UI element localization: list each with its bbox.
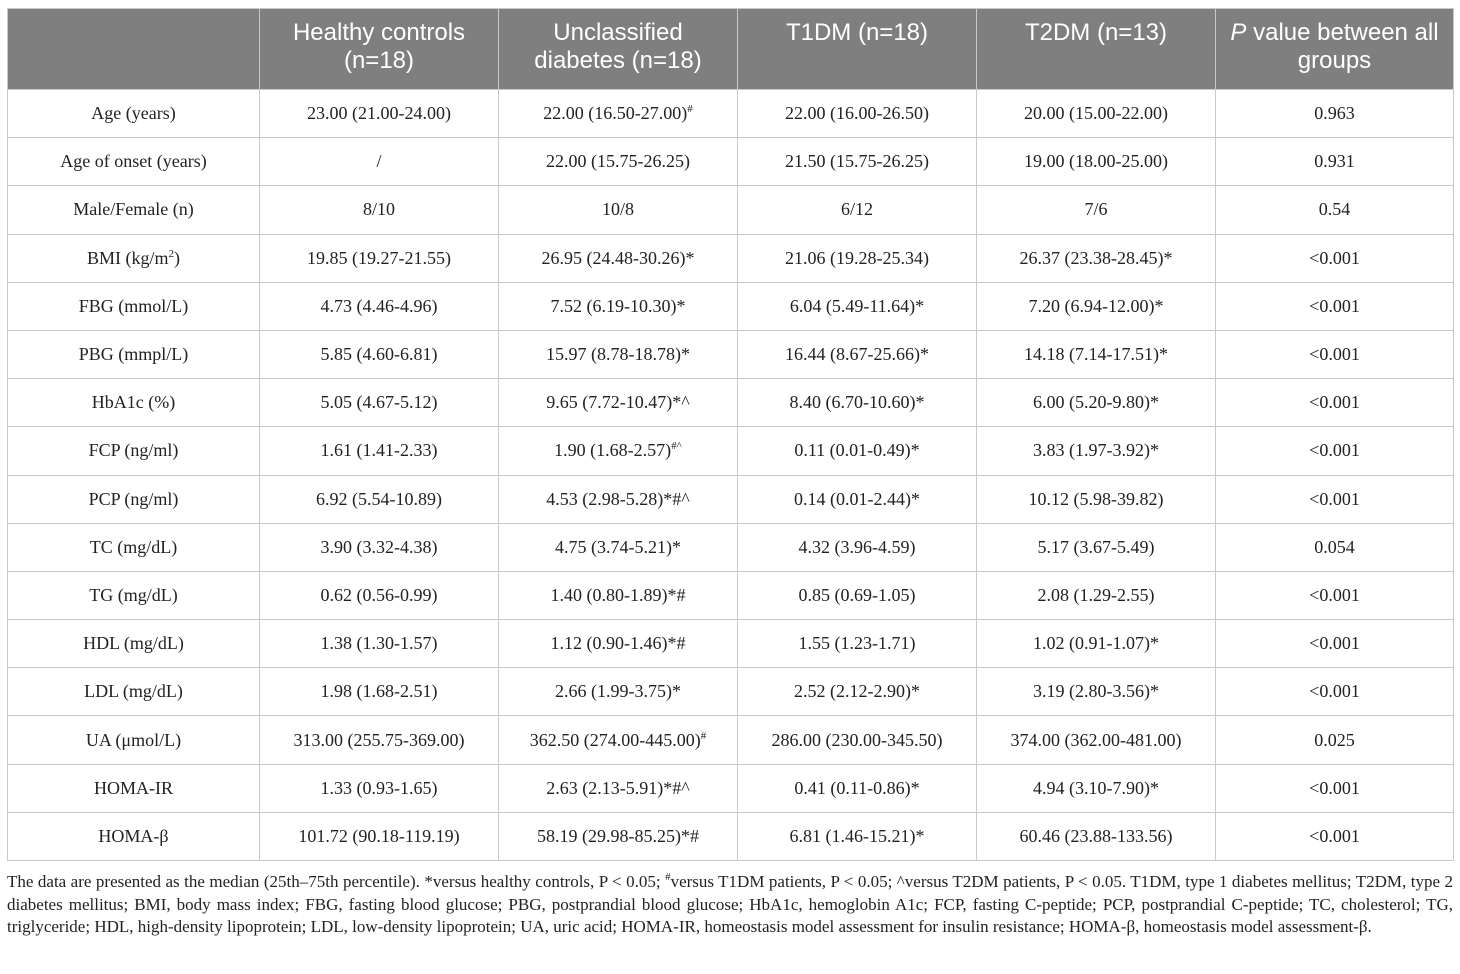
row-label [8, 620, 260, 668]
table-cell [977, 716, 1216, 764]
row-label [8, 234, 260, 282]
cell-value: 1.33 (0.93-1.65) [320, 777, 438, 798]
cell-value: <0.001 [1309, 584, 1360, 605]
footnote-sup: # [665, 871, 671, 883]
cell-value: 0.11 (0.01-0.49)* [794, 440, 920, 461]
cell-superscript: # [700, 729, 707, 742]
table-cell [738, 90, 977, 138]
cell-value: 0.41 (0.11-0.86)* [794, 777, 920, 798]
cell-value: 58.19 (29.98-85.25)*# [537, 825, 699, 846]
row-label-superscript: 2 [168, 247, 174, 260]
cell-value: 6.04 (5.49-11.64)* [789, 295, 925, 316]
table-cell [977, 764, 1216, 812]
table-cell [977, 523, 1216, 571]
row-label [8, 282, 260, 330]
cell-value: 6/12 [840, 199, 873, 220]
cell-value: 21.50 (15.75-26.25) [785, 151, 929, 172]
header-italic-text: P [1230, 19, 1247, 46]
table-cell [1216, 716, 1454, 764]
cell-value: 19.85 (19.27-21.55) [307, 247, 451, 268]
cell-value: 0.54 [1318, 199, 1351, 220]
cell-value: <0.001 [1309, 633, 1360, 654]
table-row [8, 812, 1454, 860]
row-label-text: TC (mg/dL) [89, 536, 178, 557]
cell-value: 0.931 [1314, 151, 1355, 172]
cell-superscript: # [687, 103, 693, 116]
table-cell [499, 571, 738, 619]
row-label [8, 138, 260, 186]
cell-value: 7.52 (6.19-10.30)* [550, 295, 686, 316]
table-cell [977, 427, 1216, 475]
row-label-text: FCP (ng/ml) [88, 440, 179, 461]
cell-value: 0.054 [1314, 536, 1355, 557]
table-cell [977, 138, 1216, 186]
table-cell [738, 475, 977, 523]
cell-superscript: #^ [671, 440, 682, 453]
cell-value: <0.001 [1309, 344, 1360, 365]
table-cell [977, 379, 1216, 427]
table-cell [738, 571, 977, 619]
table-footnote [7, 871, 1453, 939]
table-row [8, 427, 1454, 475]
header-text: Unclassified diabetes (n=18) [534, 19, 702, 74]
table-cell [499, 379, 738, 427]
table-cell [499, 716, 738, 764]
cell-value: <0.001 [1309, 247, 1360, 268]
cell-value: 19.00 (18.00-25.00) [1024, 151, 1168, 172]
table-cell [977, 282, 1216, 330]
row-label-suffix: ) [174, 247, 180, 268]
table-cell [260, 90, 499, 138]
cell-value: 1.38 (1.30-1.57) [320, 633, 438, 654]
cell-value: 20.00 (15.00-22.00) [1024, 103, 1168, 124]
row-label [8, 379, 260, 427]
header-text: T1DM (n=18) [785, 19, 929, 46]
row-label [8, 90, 260, 138]
cell-value: 362.50 (274.00-445.00) [529, 729, 701, 750]
row-label-text: FBG (mmol/L) [78, 295, 189, 316]
row-label-text: LDL (mg/dL) [84, 681, 183, 702]
table-cell [1216, 234, 1454, 282]
table-cell [738, 620, 977, 668]
table-cell [260, 234, 499, 282]
data-table [7, 8, 1454, 861]
row-label-text: Male/Female (n) [73, 199, 194, 220]
table-cell [1216, 379, 1454, 427]
table-cell [499, 620, 738, 668]
cell-value: 4.73 (4.46-4.96) [320, 295, 438, 316]
table-cell [499, 764, 738, 812]
table-cell [1216, 186, 1454, 234]
cell-value: 21.06 (19.28-25.34) [785, 247, 929, 268]
cell-value: <0.001 [1309, 825, 1360, 846]
cell-value: 0.62 (0.56-0.99) [320, 584, 438, 605]
table-cell [1216, 427, 1454, 475]
row-label-text: PCP (ng/ml) [88, 488, 179, 509]
table-cell [499, 138, 738, 186]
cell-value: 1.40 (0.80-1.89)*# [550, 584, 686, 605]
row-label-text: HbA1c (%) [91, 392, 176, 413]
cell-value: 2.08 (1.29-2.55) [1037, 584, 1155, 605]
cell-value: 3.83 (1.97-3.92)* [1033, 440, 1159, 461]
cell-value: 4.75 (3.74-5.21)* [555, 536, 681, 557]
footnote-part1: The data are presented as the median (25th–75th percentile). *versus healthy controls, P < 0.05; [7, 872, 666, 891]
row-label-text: UA (μmol/L) [85, 729, 182, 750]
table-cell [1216, 138, 1454, 186]
cell-value: 23.00 (21.00-24.00) [307, 103, 451, 124]
cell-value: 1.90 (1.68-2.57) [554, 440, 672, 461]
column-header-5 [1216, 9, 1454, 90]
table-cell [260, 379, 499, 427]
table-cell [738, 379, 977, 427]
row-label [8, 427, 260, 475]
table-cell [738, 427, 977, 475]
table-cell [1216, 475, 1454, 523]
table-row [8, 138, 1454, 186]
cell-value: <0.001 [1309, 777, 1360, 798]
cell-value: / [376, 151, 382, 172]
cell-value: 4.94 (3.10-7.90)* [1033, 777, 1159, 798]
table-cell [977, 186, 1216, 234]
table-cell [1216, 620, 1454, 668]
table-cell [499, 668, 738, 716]
cell-value: 15.97 (8.78-18.78)* [546, 344, 690, 365]
cell-value: <0.001 [1309, 488, 1360, 509]
cell-value: 1.98 (1.68-2.51) [320, 681, 438, 702]
cell-value: 1.61 (1.41-2.33) [320, 440, 438, 461]
cell-value: 2.66 (1.99-3.75)* [555, 681, 681, 702]
table-cell [977, 90, 1216, 138]
cell-value: 1.02 (0.91-1.07)* [1033, 633, 1159, 654]
cell-value: 374.00 (362.00-481.00) [1010, 729, 1182, 750]
table-row [8, 571, 1454, 619]
table-cell [738, 812, 977, 860]
table-row [8, 620, 1454, 668]
column-header-1 [260, 9, 499, 90]
table-cell [499, 234, 738, 282]
table-cell [977, 234, 1216, 282]
table-cell [738, 668, 977, 716]
row-label-text: BMI (kg/m [86, 247, 169, 268]
table-cell [260, 282, 499, 330]
table-row [8, 523, 1454, 571]
column-header-0 [8, 9, 260, 90]
table-row [8, 234, 1454, 282]
table-cell [738, 234, 977, 282]
table-cell [738, 330, 977, 378]
table-cell [977, 620, 1216, 668]
table-cell [1216, 571, 1454, 619]
table-cell [260, 812, 499, 860]
table-cell [1216, 668, 1454, 716]
cell-value: 16.44 (8.67-25.66)* [785, 344, 929, 365]
table-row [8, 379, 1454, 427]
table-cell [260, 764, 499, 812]
header-text: value between all groups [1246, 19, 1439, 74]
cell-value: <0.001 [1309, 440, 1360, 461]
table-cell [260, 138, 499, 186]
table-cell [499, 427, 738, 475]
cell-value: 0.963 [1314, 103, 1355, 124]
header-text: T2DM (n=13) [1024, 19, 1168, 46]
cell-value: 9.65 (7.72-10.47)*^ [546, 392, 690, 413]
cell-value: 0.14 (0.01-2.44)* [794, 488, 920, 509]
table-row [8, 186, 1454, 234]
table-cell [738, 716, 977, 764]
table-cell [260, 427, 499, 475]
cell-value: 26.37 (23.38-28.45)* [1019, 247, 1173, 268]
table-cell [977, 475, 1216, 523]
row-label [8, 812, 260, 860]
cell-value: 6.81 (1.46-15.21)* [789, 825, 925, 846]
table-cell [499, 282, 738, 330]
cell-value: 313.00 (255.75-369.00) [293, 729, 465, 750]
table-cell [977, 812, 1216, 860]
table-container [7, 8, 1453, 861]
cell-value: 8/10 [362, 199, 395, 220]
header-row [8, 9, 1454, 90]
table-row [8, 764, 1454, 812]
table-cell [260, 668, 499, 716]
cell-value: 0.025 [1314, 729, 1355, 750]
row-label [8, 186, 260, 234]
table-cell [260, 571, 499, 619]
table-cell [977, 330, 1216, 378]
table-cell [1216, 523, 1454, 571]
cell-value: 22.00 (15.75-26.25) [546, 151, 690, 172]
cell-value: 7.20 (6.94-12.00)* [1028, 295, 1164, 316]
table-cell [1216, 764, 1454, 812]
row-label [8, 764, 260, 812]
table-cell [738, 764, 977, 812]
cell-value: 22.00 (16.00-26.50) [785, 103, 929, 124]
table-cell [1216, 812, 1454, 860]
table-row [8, 716, 1454, 764]
table-cell [499, 475, 738, 523]
header-text: Healthy controls (n=18) [292, 19, 466, 74]
cell-value: 0.85 (0.69-1.05) [798, 584, 916, 605]
table-cell [738, 282, 977, 330]
cell-value: 6.00 (5.20-9.80)* [1033, 392, 1159, 413]
cell-value: 5.05 (4.67-5.12) [320, 392, 438, 413]
table-cell [260, 330, 499, 378]
table-body [8, 90, 1454, 861]
cell-value: 14.18 (7.14-17.51)* [1024, 344, 1168, 365]
cell-value: 7/6 [1084, 199, 1108, 220]
table-cell [1216, 330, 1454, 378]
cell-value: <0.001 [1309, 392, 1360, 413]
column-header-4 [977, 9, 1216, 90]
table-row [8, 330, 1454, 378]
table-row [8, 475, 1454, 523]
cell-value: 3.90 (3.32-4.38) [320, 536, 438, 557]
column-header-3 [738, 9, 977, 90]
row-label [8, 330, 260, 378]
table-cell [499, 523, 738, 571]
table-cell [499, 812, 738, 860]
table-cell [499, 186, 738, 234]
table-cell [260, 716, 499, 764]
table-row [8, 282, 1454, 330]
table-cell [499, 330, 738, 378]
table-cell [977, 668, 1216, 716]
row-label-text: Age of onset (years) [60, 151, 207, 172]
cell-value: 1.12 (0.90-1.46)*# [550, 633, 686, 654]
cell-value: 2.52 (2.12-2.90)* [794, 681, 920, 702]
row-label [8, 523, 260, 571]
table-row [8, 668, 1454, 716]
cell-value: 8.40 (6.70-10.60)* [789, 392, 925, 413]
cell-value: 26.95 (24.48-30.26)* [541, 247, 695, 268]
row-label [8, 716, 260, 764]
cell-value: <0.001 [1309, 295, 1360, 316]
table-cell [260, 475, 499, 523]
cell-value: 10.12 (5.98-39.82) [1028, 488, 1164, 509]
cell-value: 2.63 (2.13-5.91)*#^ [546, 777, 690, 798]
row-label [8, 475, 260, 523]
cell-value: 1.55 (1.23-1.71) [798, 633, 916, 654]
table-cell [738, 186, 977, 234]
cell-value: 286.00 (230.00-345.50) [771, 729, 943, 750]
column-header-2 [499, 9, 738, 90]
cell-value: 5.85 (4.60-6.81) [320, 344, 438, 365]
cell-value: 5.17 (3.67-5.49) [1037, 536, 1155, 557]
row-label-text: TG (mg/dL) [89, 584, 178, 605]
table-cell [738, 523, 977, 571]
row-label-text: PBG (mmpl/L) [78, 344, 189, 365]
cell-value: 22.00 (16.50-27.00) [543, 103, 688, 124]
cell-value: 4.53 (2.98-5.28)*#^ [546, 488, 690, 509]
table-row [8, 90, 1454, 138]
cell-value: 3.19 (2.80-3.56)* [1033, 681, 1159, 702]
row-label-text: HOMA-β [98, 825, 169, 846]
cell-value: 10/8 [601, 199, 634, 220]
footnote-part2: versus T1DM patients, P < 0.05; ^versus T2DM patients, P < 0.05. T1DM, type 1 diabetes mellitus; T2DM, type 2 diabetes mellitus; BMI, body mass index; FBG, fasting blood glucose; PBG, postprandial blood glucose; HbA1c, hemoglobin A1c; FCP, fasting C-peptide; PCP, postprandial C-peptide; TC, cholesterol; TG, triglyceride; HDL, high-density lipoprotein; LDL, low-density lipoprotein; UA, uric acid; HOMA-IR, homeostasis model assessment for insulin resistance; HOMA-β, homeostasis model assessment-β. [7, 872, 1454, 936]
table-cell [260, 620, 499, 668]
table-cell [1216, 90, 1454, 138]
cell-value: 6.92 (5.54-10.89) [316, 488, 442, 509]
cell-value: 101.72 (90.18-119.19) [298, 825, 460, 846]
table-cell [260, 523, 499, 571]
cell-value: 4.32 (3.96-4.59) [798, 536, 916, 557]
cell-value: <0.001 [1309, 681, 1360, 702]
cell-value: 60.46 (23.88-133.56) [1019, 825, 1173, 846]
table-cell [738, 138, 977, 186]
row-label-text: Age (years) [91, 103, 176, 124]
row-label-text: HOMA-IR [94, 777, 173, 798]
table-cell [977, 571, 1216, 619]
row-label [8, 571, 260, 619]
row-label [8, 668, 260, 716]
table-cell [499, 90, 738, 138]
table-cell [260, 186, 499, 234]
table-cell [1216, 282, 1454, 330]
row-label-text: HDL (mg/dL) [83, 633, 184, 654]
